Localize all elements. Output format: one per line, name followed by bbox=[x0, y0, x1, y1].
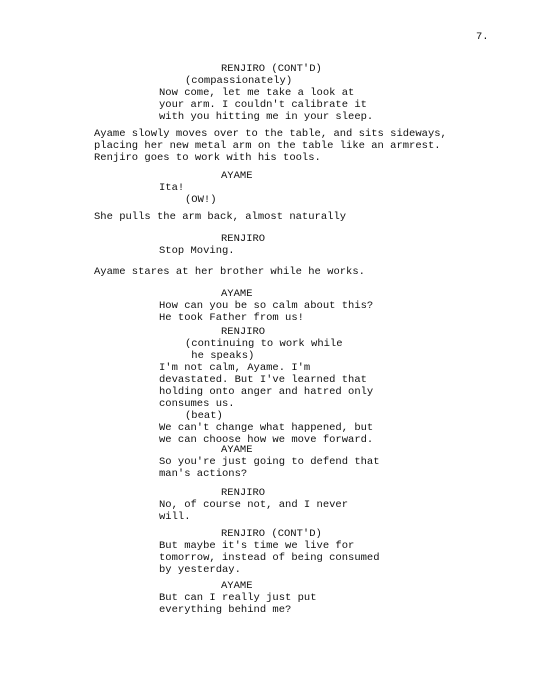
action-block bbox=[94, 266, 365, 278]
character-name bbox=[221, 288, 253, 300]
dialogue-block bbox=[159, 422, 373, 446]
script-line: Stop Moving. bbox=[159, 245, 235, 257]
character-name bbox=[221, 444, 253, 456]
script-line: She pulls the arm back, almost naturally bbox=[94, 211, 347, 223]
script-line: consumes us. bbox=[159, 398, 235, 410]
script-line: everything behind me? bbox=[159, 604, 292, 616]
script-line: will. bbox=[159, 511, 191, 523]
script-line: But can I really just put bbox=[159, 592, 317, 604]
action-block bbox=[94, 128, 447, 164]
script-line: Ayame stares at her brother while he works. bbox=[94, 266, 365, 278]
script-line: (beat) bbox=[185, 410, 223, 422]
script-line: man's actions? bbox=[159, 468, 248, 480]
script-line: holding onto anger and hatred only bbox=[159, 386, 374, 398]
dialogue-block bbox=[159, 87, 373, 123]
script-line: placing her new metal arm on the table like an armrest. bbox=[94, 140, 441, 152]
script-line: Renjiro goes to work with his tools. bbox=[94, 152, 321, 164]
script-line: We can't change what happened, but bbox=[159, 422, 374, 434]
dialogue-block bbox=[159, 456, 380, 480]
parenthetical bbox=[185, 410, 223, 422]
dialogue-block bbox=[159, 499, 348, 523]
character-name bbox=[221, 580, 253, 592]
character-name bbox=[221, 487, 265, 499]
character-name bbox=[221, 63, 322, 75]
script-line: I'm not calm, Ayame. I'm bbox=[159, 362, 311, 374]
script-line: we can choose how we move forward. bbox=[159, 434, 374, 446]
script-line: by yesterday. bbox=[159, 564, 241, 576]
script-line: tomorrow, instead of being consumed bbox=[159, 552, 380, 564]
script-line: (continuing to work while bbox=[185, 338, 343, 350]
script-line: AYAME bbox=[221, 580, 253, 592]
character-name bbox=[221, 528, 322, 540]
parenthetical bbox=[185, 194, 217, 206]
script-line: (OW!) bbox=[185, 194, 217, 206]
script-line: How can you be so calm about this? bbox=[159, 300, 374, 312]
script-line: with you hitting me in your sleep. bbox=[159, 111, 374, 123]
dialogue-block bbox=[159, 362, 373, 410]
action-block bbox=[94, 211, 346, 223]
script-line: But maybe it's time we live for bbox=[159, 540, 355, 552]
script-line: Ayame slowly moves over to the table, and sits sideways, bbox=[94, 128, 447, 140]
script-line: AYAME bbox=[221, 288, 253, 300]
script-line: (compassionately) bbox=[185, 75, 293, 87]
script-line: AYAME bbox=[221, 170, 253, 182]
page-number: 7. bbox=[476, 31, 489, 43]
script-line: RENJIRO (CONT'D) bbox=[221, 63, 322, 75]
script-line: RENJIRO bbox=[221, 326, 266, 338]
script-line: Now come, let me take a look at bbox=[159, 87, 355, 99]
dialogue-block bbox=[159, 592, 317, 616]
dialogue-block bbox=[159, 540, 380, 576]
parenthetical bbox=[185, 75, 292, 87]
script-line: devastated. But I've learned that bbox=[159, 374, 367, 386]
dialogue-block bbox=[159, 245, 235, 257]
script-line: So you're just going to defend that bbox=[159, 456, 380, 468]
script-line: No, of course not, and I never bbox=[159, 499, 349, 511]
character-name bbox=[221, 326, 265, 338]
character-name bbox=[221, 233, 265, 245]
script-line: RENJIRO bbox=[221, 487, 266, 499]
character-name bbox=[221, 170, 253, 182]
script-line: your arm. I couldn't calibrate it bbox=[159, 99, 367, 111]
script-line: he speaks) bbox=[185, 350, 255, 362]
script-line: RENJIRO (CONT'D) bbox=[221, 528, 322, 540]
dialogue-block bbox=[159, 182, 184, 194]
script-line: He took Father from us! bbox=[159, 312, 304, 324]
script-line: AYAME bbox=[221, 444, 253, 456]
script-line: RENJIRO bbox=[221, 233, 266, 245]
parenthetical bbox=[185, 338, 343, 362]
dialogue-block bbox=[159, 300, 373, 324]
script-line: Ita! bbox=[159, 182, 185, 194]
